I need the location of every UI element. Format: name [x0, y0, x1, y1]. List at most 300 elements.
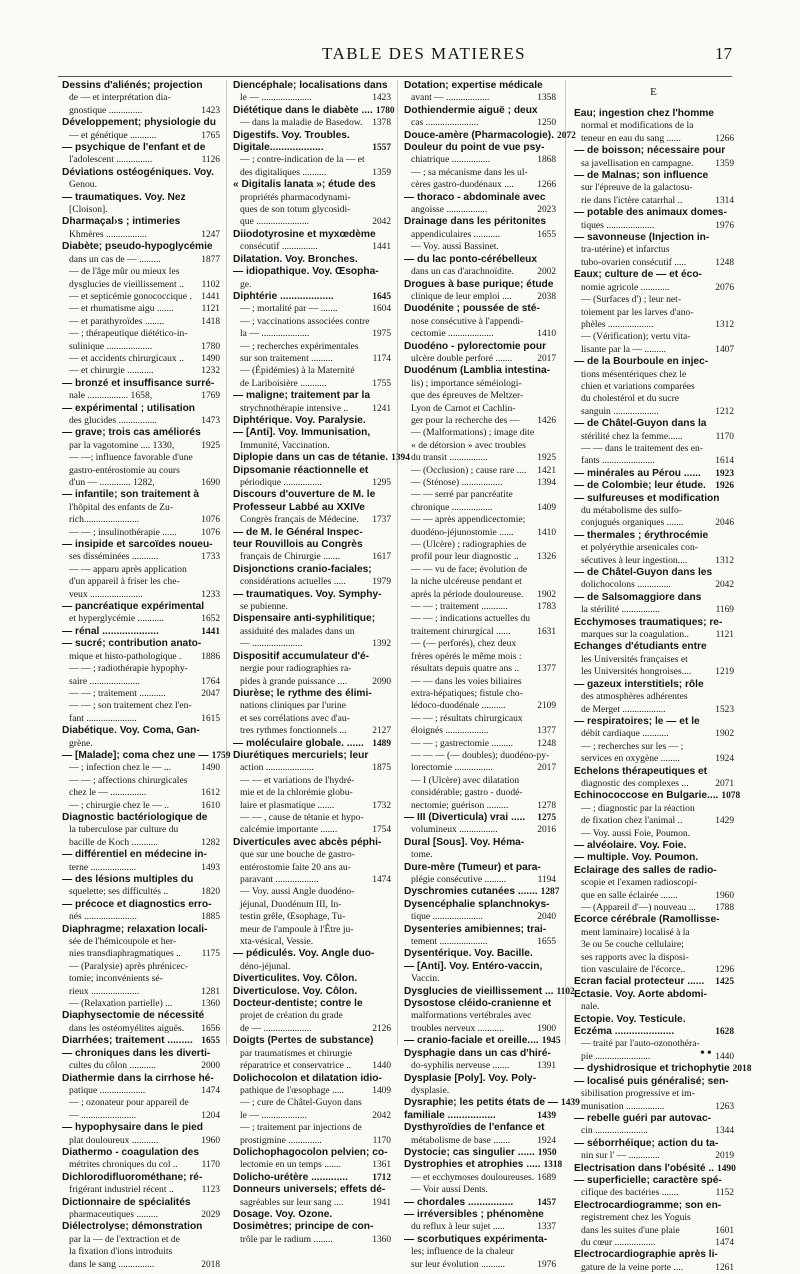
entry-page-number: 1121: [201, 304, 220, 315]
index-entry: [62, 179, 220, 191]
entry-page-number: 1174: [372, 353, 391, 364]
entry-text: l'hôpital des enfants de Zu-: [69, 501, 174, 513]
index-entry: [62, 390, 220, 402]
index-entry: [574, 244, 734, 256]
entry-page-number: 1204: [201, 1110, 220, 1121]
entry-text: Eau; ingestion chez l'homme: [574, 108, 714, 119]
entry-page-number: 2002: [537, 267, 556, 278]
entry-text: — précoce et diagnostics erro-: [62, 898, 212, 910]
index-entry: [404, 403, 556, 415]
index-entry: [233, 576, 391, 588]
entry-text: Dysenteries amibiennes; trai-: [404, 923, 547, 935]
index-entry: [574, 294, 734, 306]
entry-text: teneur en eau du sang ......: [581, 132, 681, 144]
entry-text: dysplasie.: [411, 1084, 450, 1096]
index-entry: [233, 874, 391, 886]
index-entry: [233, 316, 391, 328]
entry-text: gnostique ..............: [69, 104, 143, 116]
entry-page-number: 1391: [537, 1061, 556, 1072]
entry-text: d'un appareil à friser les che-: [69, 576, 180, 588]
entry-text: — — et variations de l'hydré-: [240, 774, 355, 786]
entry-text: frères opérés le même mois :: [411, 650, 522, 662]
index-entry: [574, 617, 734, 629]
index-entry: [62, 1010, 220, 1022]
entry-text: — ; recherches expérimentales: [240, 340, 359, 352]
entry-page-number: 1423: [372, 93, 391, 104]
index-entry: [62, 936, 220, 948]
index-entry: [233, 1172, 391, 1184]
entry-text: entérostomie faite 20 ans au-: [240, 861, 351, 873]
entry-text: — — après appendicectomie;: [411, 514, 526, 526]
entry-text: — ; contre-indication de la — et: [240, 154, 365, 166]
entry-text: jéjunal, Duodénum III, In-: [240, 898, 342, 910]
entry-text: nin sur l' — .............: [581, 1150, 660, 1162]
entry-text: Dictionnaire de spécialités: [62, 1196, 191, 1208]
entry-page-number: 1102: [556, 986, 575, 997]
entry-text: nés ......................: [69, 911, 137, 923]
index-entry: [404, 886, 560, 898]
entry-text: — — ; insulinothérapie ......: [69, 526, 177, 538]
entry-text: Dessins d'aliénés; projection: [62, 80, 203, 91]
entry-text: le — .....................: [240, 92, 312, 104]
index-entry: [62, 539, 220, 551]
entry-page-number: 1733: [201, 552, 220, 563]
index-entry: [62, 291, 220, 303]
index-entry: [233, 477, 391, 489]
entry-text: nectomie; guérison .........: [411, 799, 509, 811]
index-entry: [62, 1048, 220, 1060]
entry-text: de Merget ..................: [581, 703, 666, 715]
entry-text: que ......................: [240, 216, 310, 228]
index-entry: [62, 676, 220, 688]
index-entry: [233, 626, 391, 638]
entry-text: Diverticulites. Voy. Côlon.: [233, 973, 358, 985]
entry-text: se pubienne.: [240, 601, 288, 613]
entry-text: strychnothérapie intensive ..: [240, 402, 349, 414]
entry-page-number: 1425: [715, 977, 734, 988]
index-entry: [62, 824, 220, 836]
index-entry: [574, 840, 734, 852]
entry-page-number: 1557: [372, 143, 391, 154]
entry-page-number: 1923: [715, 468, 734, 479]
index-entry: [62, 254, 220, 266]
entry-text: — des lésions multiples du: [62, 874, 194, 885]
index-entry: [233, 551, 391, 563]
entry-page-number: 1078: [721, 791, 741, 802]
entry-page-number: 1690: [201, 478, 220, 488]
entry-text: duodéno-jéjunostomie ......: [411, 526, 514, 538]
entry-text: — — ; résultats chirurgicaux: [411, 712, 523, 724]
entry-page-number: 1170: [715, 431, 734, 442]
index-entry: [404, 1073, 556, 1085]
entry-text: du métabolisme des sulfo-: [581, 505, 682, 516]
entry-text: Docteur-dentiste; contre le: [233, 998, 363, 1010]
index-entry: [574, 505, 734, 517]
entry-text: extra-hépatiques; fistule cho-: [411, 687, 523, 699]
entry-page-number: 1241: [372, 403, 391, 414]
index-entry: [233, 911, 391, 923]
index-entry: [404, 1197, 556, 1209]
index-entry: [574, 1175, 734, 1187]
entry-text: Duodénum (Lamblia intestina-: [404, 365, 551, 377]
index-entry: [233, 973, 391, 985]
index-entry: [233, 775, 391, 787]
entry-text: Diaphysectomie de nécessité: [62, 1010, 205, 1022]
entry-text: — différentiel en médecine in-: [62, 849, 207, 861]
index-entry: [62, 328, 220, 340]
entry-page-number: 1359: [715, 158, 734, 169]
index-entry: [574, 753, 734, 765]
index-entry: [233, 390, 391, 402]
entry-text: consécutif ...............: [240, 241, 318, 253]
index-entry: [404, 1010, 556, 1022]
entry-text: — .....................: [240, 638, 303, 650]
index-entry: [404, 812, 556, 824]
entry-text: et hyperglycémie ...........: [69, 613, 164, 625]
entry-text: Eaux; culture de — et éco-: [574, 269, 702, 281]
index-entry: [62, 130, 220, 142]
index-entry: [62, 167, 220, 179]
entry-text: — ; cure de Châtel-Guyon dans: [240, 1097, 362, 1109]
entry-text: l'adolescent ...............: [69, 154, 153, 166]
entry-text: — dyshidrosique et trichophytie: [574, 1063, 730, 1075]
entry-text: dolichocolons ..............: [581, 579, 671, 591]
entry-page-number: 1287: [540, 887, 560, 898]
header-rule: [58, 76, 732, 77]
index-entry: [404, 800, 556, 812]
entry-page-number: 2071: [715, 778, 734, 789]
index-entry: [404, 998, 556, 1010]
entry-page-number: 1925: [537, 453, 556, 464]
index-entry: [574, 604, 734, 616]
entry-page-number: 2019: [715, 1151, 734, 1162]
index-entry: [233, 279, 391, 291]
index-entry: [233, 924, 391, 936]
index-entry: [233, 837, 391, 849]
entry-text: nations cliniques par l'urine: [240, 700, 346, 712]
entry-text: Déviations ostéogéniques. Voy.: [62, 166, 214, 178]
entry-page-number: 1170: [201, 1160, 220, 1171]
entry-text: xta-vésical, Vessie.: [240, 936, 314, 948]
entry-page-number: 1296: [715, 965, 734, 976]
entry-text: munisation ................: [581, 1100, 665, 1112]
section-letter: E: [650, 86, 658, 98]
index-entry: [574, 1138, 734, 1150]
entry-page-number: 1474: [715, 1237, 734, 1248]
entry-text: Lyon de Carnot et Cachlin-: [411, 402, 516, 414]
index-entry: [62, 415, 220, 427]
entry-text: tement ....................: [411, 936, 488, 948]
entry-page-number: 1312: [715, 319, 734, 330]
index-entry: [233, 179, 391, 191]
entry-text: Dilatation. Voy. Bronches.: [233, 253, 358, 265]
index-entry: [233, 849, 391, 861]
index-entry: [574, 964, 734, 976]
entry-text: chien et variations comparées: [581, 380, 695, 392]
entry-text: de Lariboisière ...........: [240, 377, 327, 389]
entry-text: — et chirurgie ...........: [69, 365, 154, 377]
index-entry: [574, 890, 734, 902]
entry-page-number: 1439: [561, 1098, 580, 1109]
index-entry: [404, 725, 556, 737]
entry-text: Digitale...................: [233, 142, 324, 154]
index-entry: [233, 1122, 391, 1134]
entry-text: des atmosphères adhérentes: [581, 691, 688, 703]
index-entry: [62, 651, 220, 663]
entry-page-number: 1783: [537, 602, 556, 613]
entry-text: — sucré; contribution anato-: [62, 638, 202, 650]
entry-text: — moléculaire globale. ......: [233, 737, 364, 749]
index-entry: [574, 207, 734, 219]
index-entry: [233, 192, 391, 204]
index-entry: [404, 341, 556, 353]
entry-text: chiatrique ................: [411, 154, 491, 166]
entry-text: — — ; indications actuelles du: [411, 613, 531, 625]
entry-text: action ....................: [240, 762, 314, 774]
entry-page-number: 1410: [537, 527, 556, 538]
entry-text: Diathermie dans la cirrhose hé-: [62, 1072, 214, 1084]
index-entry: [574, 344, 734, 356]
entry-text: cultes du côlon ...........: [69, 1060, 156, 1072]
entry-text: — rénal ....................: [62, 625, 159, 637]
index-entry: [62, 1184, 220, 1196]
entry-text: et ses corrélations avec d'au-: [240, 712, 350, 724]
entry-text: cin ......................: [581, 1125, 648, 1137]
index-entry: [62, 961, 220, 973]
entry-text: Diencéphale; localisations dans: [233, 80, 388, 91]
index-entry: [62, 502, 220, 514]
entry-text: — de boisson; nécessaire pour: [574, 145, 726, 157]
index-entry: [574, 1187, 734, 1199]
index-entry: [62, 303, 220, 315]
index-entry: [574, 555, 734, 567]
entry-text: — Voy. aussi Bassinet.: [411, 241, 499, 253]
index-entry: [62, 1023, 220, 1035]
index-entry: [574, 195, 734, 207]
index-entry: [574, 182, 734, 194]
index-entry: [574, 1163, 734, 1175]
index-entry: [404, 241, 556, 253]
entry-page-number: 1975: [372, 329, 391, 340]
index-entry: [62, 427, 220, 439]
entry-text: métabolisme de base .......: [411, 1134, 511, 1146]
entry-text: scopie et l'examen radioscopi-: [581, 877, 698, 889]
index-entry: [62, 775, 220, 787]
index-entry: [62, 1097, 220, 1109]
entry-page-number: 1418: [201, 316, 220, 327]
entry-text: Diphtérie ...................: [233, 290, 334, 302]
index-entry: [233, 1048, 391, 1060]
entry-text: registrement chez les Yoguis: [581, 1212, 691, 1224]
entry-text: — (Ulcère) ; radiographies de: [411, 539, 527, 551]
entry-text: que des épreuves de Meltzer-: [411, 390, 524, 402]
index-entry: [62, 998, 220, 1010]
index-entry: [233, 986, 391, 998]
entry-page-number: 2000: [201, 1061, 220, 1072]
index-entry: [404, 948, 556, 960]
index-entry: [404, 1147, 556, 1159]
entry-page-number: 1615: [201, 713, 220, 724]
entry-page-number: 1493: [201, 862, 220, 873]
index-entry: [62, 1209, 220, 1221]
entry-text: Diurèse; le rythme des élimi-: [233, 687, 372, 699]
index-entry: [233, 787, 391, 799]
entry-text: — (Épidémies) à la Maternité: [240, 365, 355, 377]
entry-page-number: 2076: [715, 282, 734, 293]
index-entry: [574, 356, 734, 368]
entry-page-number: 1392: [372, 639, 391, 650]
entry-text: cas ......................: [411, 117, 479, 129]
entry-page-number: 1924: [537, 1135, 556, 1146]
entry-text: des glucides ................: [69, 414, 157, 426]
entry-text: tome.: [411, 849, 433, 861]
entry-text: — et rhumatisme aigu .......: [69, 303, 174, 315]
index-entry: [574, 393, 734, 405]
entry-text: tubo-ovarien consécutif .....: [581, 256, 687, 268]
entry-text: Dysraphie; les petits états de —: [404, 1097, 558, 1109]
entry-text: ger pour la recherche des —: [411, 414, 520, 426]
index-entry: [62, 713, 220, 725]
entry-page-number: 2017: [537, 763, 556, 774]
entry-page-number: 2040: [537, 912, 556, 923]
index-entry: [62, 452, 220, 464]
entry-text: familiale .................: [404, 1109, 496, 1121]
index-entry: [233, 862, 391, 874]
index-entry: [233, 948, 391, 960]
entry-text: Diarrhées; traitement .........: [62, 1035, 193, 1047]
entry-text: Dosimètres; principe de con-: [233, 1221, 374, 1233]
index-entry: [574, 728, 734, 740]
column-divider: [226, 80, 227, 1045]
entry-page-number: 1194: [537, 875, 556, 885]
entry-text: Dispensaire anti-syphilitique;: [233, 613, 376, 625]
entry-text: — et septicémie gonococcique .: [69, 290, 192, 302]
entry-text: — ; thérapeutique diétético-in-: [69, 328, 188, 340]
entry-text: frigérant industriel récent ..: [69, 1184, 174, 1196]
index-entry: [404, 1159, 563, 1171]
entry-text: sée de l'hémicoupole et her-: [69, 936, 177, 948]
index-entry: [62, 489, 220, 501]
entry-text: que sur une bouche de gastro-: [240, 849, 355, 861]
entry-page-number: 2023: [537, 205, 556, 216]
index-entry: [62, 638, 220, 650]
entry-text: Professeur Labbé au XXIVe: [233, 501, 365, 513]
index-entry: [62, 266, 220, 278]
entry-text: — — ; traitement ...........: [69, 687, 166, 699]
index-entry: [233, 229, 391, 241]
entry-page-number: 1474: [201, 1085, 220, 1096]
index-entry: [574, 282, 734, 294]
index-entry: [574, 1262, 734, 1274]
index-entry: [62, 787, 220, 799]
index-entry: [62, 862, 220, 874]
entry-page-number: 1900: [537, 1023, 556, 1034]
entry-text: Dolicho-urétère .............: [233, 1171, 348, 1183]
entry-text: marques sur la coagulation..: [581, 629, 689, 641]
index-entry: [574, 307, 734, 319]
index-entry: [62, 899, 220, 911]
index-entry: [233, 341, 391, 353]
index-entry: [404, 142, 556, 154]
index-entry: [62, 1122, 220, 1134]
index-entry: [62, 973, 220, 985]
index-entry: [404, 216, 556, 228]
entry-text: les Universités hongroises....: [581, 666, 692, 678]
entry-text: — .......................: [69, 1109, 137, 1121]
entry-page-number: 1326: [537, 552, 556, 563]
index-entry: [574, 691, 734, 703]
entry-text: — Voy. aussi Foie, Poumon.: [581, 827, 691, 839]
entry-text: volumineux ................: [411, 824, 498, 836]
entry-text: — III (Diverticula) vrai .....: [404, 811, 526, 823]
entry-text: terne ...................: [69, 861, 137, 873]
index-entry: [404, 117, 556, 129]
entry-text: Diathermo - coagulation des: [62, 1146, 199, 1158]
entry-page-number: 1755: [372, 378, 391, 389]
entry-text: grène.: [69, 737, 93, 749]
index-entry: [404, 105, 556, 117]
entry-page-number: 1759: [211, 750, 231, 761]
index-entry: [574, 716, 734, 728]
entry-text: — I (Ulcère) avec dilatation: [411, 774, 520, 786]
entry-text: nose consécutive à l'appendi-: [411, 315, 524, 327]
entry-text: — [Anti]. Voy. Immunisation,: [233, 427, 371, 439]
entry-text: de — et interprétation dia-: [69, 92, 171, 104]
entry-text: projet de création du grade: [240, 1010, 343, 1022]
index-entry: [404, 787, 556, 799]
index-entry: [233, 676, 391, 688]
index-entry: [233, 1110, 391, 1122]
index-entry: [574, 877, 734, 889]
index-entry: [404, 849, 556, 861]
entry-page-number: 1261: [715, 1262, 734, 1273]
entry-page-number: 1490: [717, 1163, 736, 1174]
entry-text: — — dans le traitement des en-: [581, 442, 704, 454]
index-entry: [62, 626, 220, 638]
index-entry: [233, 800, 391, 812]
entry-text: rieux ....................: [69, 985, 140, 997]
index-column-4: [574, 80, 752, 1273]
entry-text: angoisse .................: [411, 204, 488, 216]
entry-page-number: 1490: [201, 763, 220, 774]
entry-text: — localisé puis généralisé; sen-: [574, 1075, 729, 1087]
index-entry: [233, 80, 391, 92]
entry-text: — et ecchymoses douloureuses.: [411, 1171, 535, 1183]
entry-text: Dothiendermie aiguë ; deux: [404, 104, 538, 116]
entry-text: — respiratoires; le — et le: [574, 715, 700, 727]
index-entry: [404, 961, 556, 973]
entry-text: — pédiculés. Voy. Angle duo-: [233, 948, 375, 960]
entry-page-number: 1409: [372, 1085, 391, 1096]
index-entry: [404, 452, 556, 464]
entry-text: Dichlorodifluorométhane; ré-: [62, 1171, 203, 1183]
entry-page-number: 1266: [715, 133, 734, 144]
index-entry: [62, 601, 220, 613]
index-entry: [404, 1048, 556, 1060]
entry-page-number: 1337: [537, 1222, 556, 1233]
index-entry: [62, 874, 220, 886]
entry-page-number: 1378: [372, 118, 391, 129]
entry-page-number: 1360: [372, 1234, 391, 1245]
entry-text: sibilisation progressive et im-: [581, 1088, 695, 1100]
entry-text: Dure-mère (Tumeur) et para-: [404, 861, 541, 873]
entry-text: « Digitalis lanata »; étude des: [233, 179, 376, 191]
entry-text: plégie consécutive .........: [411, 874, 507, 885]
entry-text: Electrisation dans l'obésité ..: [574, 1162, 714, 1174]
index-entry: [574, 257, 734, 269]
index-entry: [233, 514, 391, 526]
entry-text: Ectopie. Voy. Testicule.: [574, 1013, 686, 1025]
